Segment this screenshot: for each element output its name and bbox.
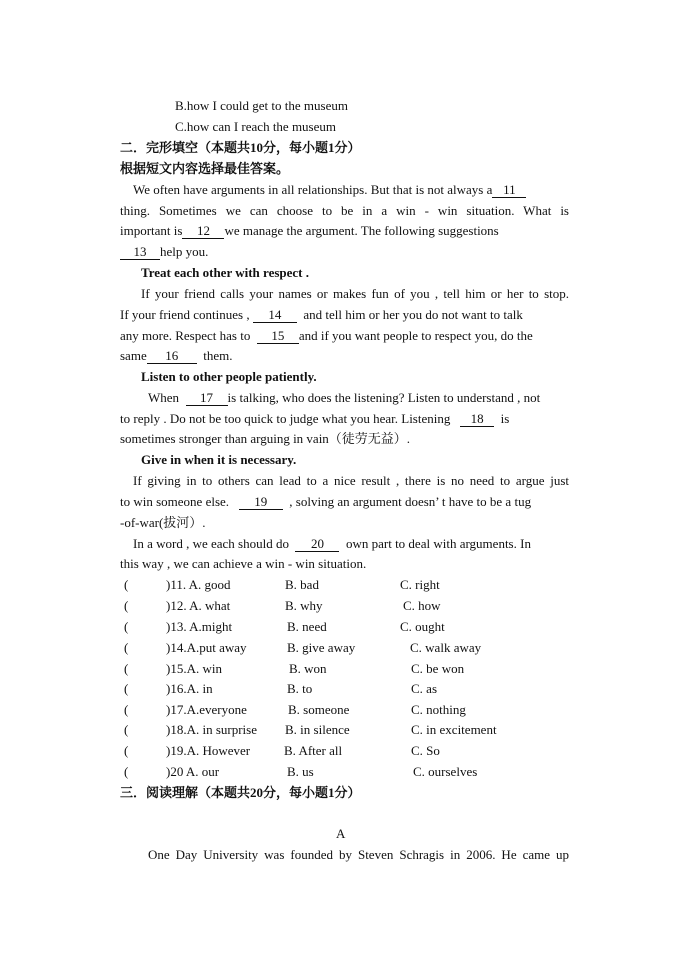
passage-text: In a word , we each should do [133, 536, 289, 551]
answer-paren: ( [124, 743, 129, 758]
question-option-c: C. nothing [411, 702, 466, 717]
question-option-b: B. in silence [285, 722, 350, 737]
question-option-c: C. ought [400, 619, 445, 634]
option-c-previous: C.how can I reach the museum [175, 119, 337, 134]
passage-text: any more. Respect has to [120, 328, 251, 343]
question-option-c: C. So [411, 743, 440, 758]
question-option-b: B. us [287, 764, 314, 779]
question-option-a: )16.A. in [166, 681, 213, 696]
subheading-respect: Treat each other with respect . [141, 265, 309, 280]
blank-12: 12 [182, 223, 224, 239]
passage-line [120, 305, 569, 325]
question-option-a: )17.A.everyone [166, 702, 247, 717]
subheading-listen: Listen to other people patiently. [141, 369, 317, 384]
passage-text: own part to deal with arguments. In [345, 536, 531, 551]
passage-text: and tell him or her you do not want to talk [303, 307, 523, 322]
question-option-b: B. After all [284, 743, 343, 758]
question-option-a: )12. A. what [166, 598, 231, 613]
passage-text: help you. [160, 244, 209, 259]
passage-text: is [500, 411, 510, 426]
passage-line: thing. Sometimes we can choose to be in a win - win situation. What is [120, 203, 569, 218]
passage-text: We often have arguments in all relationships. But that is not always a [133, 182, 493, 197]
question-option-a: )11. A. good [166, 577, 231, 592]
passage-line [148, 388, 569, 408]
passage-a-line: One Day University was founded by Steven Schragis in 2006. He came up [148, 847, 569, 862]
question-option-c: C. as [411, 681, 437, 696]
question-option-b: B. need [287, 619, 327, 634]
question-option-b: B. give away [287, 640, 356, 655]
answer-paren: ( [124, 598, 129, 613]
passage-text: them. [203, 348, 233, 363]
question-option-c: C. walk away [410, 640, 482, 655]
question-option-b: B. bad [285, 577, 319, 592]
question-option-b: B. someone [288, 702, 350, 717]
question-option-c: C. ourselves [413, 764, 478, 779]
answer-paren: ( [124, 640, 129, 655]
passage-line [120, 242, 569, 262]
passage-line: -of-war(拔河）. [120, 515, 206, 530]
blank-15: 15 [257, 328, 299, 344]
question-option-a: )19.A. However [166, 743, 251, 758]
passage-text: If your friend continues , [120, 307, 250, 322]
passage-line [120, 326, 569, 346]
answer-paren: ( [124, 661, 129, 676]
passage-line [120, 409, 569, 429]
blank-16: 16 [147, 348, 197, 364]
passage-text: , solving an argument doesn’ t have to be a tug [289, 494, 532, 509]
passage-line [133, 534, 569, 554]
passage-text: When [148, 390, 180, 405]
question-option-a: )14.A.put away [166, 640, 247, 655]
passage-text: to reply . Do not be too quick to judge what you hear. Listening [120, 411, 451, 426]
question-option-a: )13. A.might [166, 619, 233, 634]
question-option-b: B. won [289, 661, 327, 676]
passage-text: we manage the argument. The following suggestions [224, 223, 499, 238]
question-option-c: C. how [403, 598, 441, 613]
passage-line [133, 180, 569, 200]
blank-17: 17 [186, 390, 228, 406]
passage-text: is talking, who does the listening? Listen to understand , not [227, 390, 541, 405]
answer-paren: ( [124, 702, 129, 717]
blank-11: 11 [492, 182, 526, 198]
answer-paren: ( [124, 764, 129, 779]
section2-instruction: 根据短文内容选择最佳答案。 [120, 161, 290, 176]
passage-line [120, 221, 569, 241]
question-option-b: B. to [287, 681, 313, 696]
section3-heading: 三．阅读理解（本题共20分，每小题1分） [120, 785, 361, 800]
section2-heading: 二．完形填空（本题共10分，每小题1分） [120, 140, 361, 155]
option-b-previous: B.how I could get to the museum [175, 98, 348, 113]
question-option-a: )20 A. our [166, 764, 220, 779]
passage-line: If your friend calls your names or makes fun of you , tell him or her to stop. [141, 286, 569, 301]
passage-text: and if you want people to respect you, do the [298, 328, 533, 343]
subheading-give-in: Give in when it is necessary. [141, 452, 297, 467]
passage-line: this way , we can achieve a win - win situation. [120, 556, 367, 571]
answer-paren: ( [124, 681, 129, 696]
passage-a-label: A [336, 826, 346, 841]
question-option-a: )15.A. win [166, 661, 222, 676]
passage-line: If giving in to others can lead to a nice result , there is no need to argue just [133, 473, 569, 488]
blank-19: 19 [239, 494, 283, 510]
question-option-c: C. in excitement [411, 722, 497, 737]
blank-14: 14 [253, 307, 297, 323]
blank-18: 18 [460, 411, 494, 427]
blank-13: 13 [120, 244, 160, 260]
answer-paren: ( [124, 722, 129, 737]
passage-line: sometimes stronger than arguing in vain（徒劳无益）. [120, 431, 411, 446]
question-option-b: B. why [285, 598, 323, 613]
blank-20: 20 [295, 536, 339, 552]
question-option-a: )18.A. in surprise [166, 722, 257, 737]
passage-text: important is [120, 223, 183, 238]
passage-line [120, 346, 569, 366]
answer-paren: ( [124, 577, 129, 592]
passage-text: to win someone else. [120, 494, 230, 509]
question-option-c: C. right [400, 577, 440, 592]
answer-paren: ( [124, 619, 129, 634]
question-option-c: C. be won [411, 661, 465, 676]
passage-line [120, 492, 569, 512]
passage-text: same [120, 348, 147, 363]
